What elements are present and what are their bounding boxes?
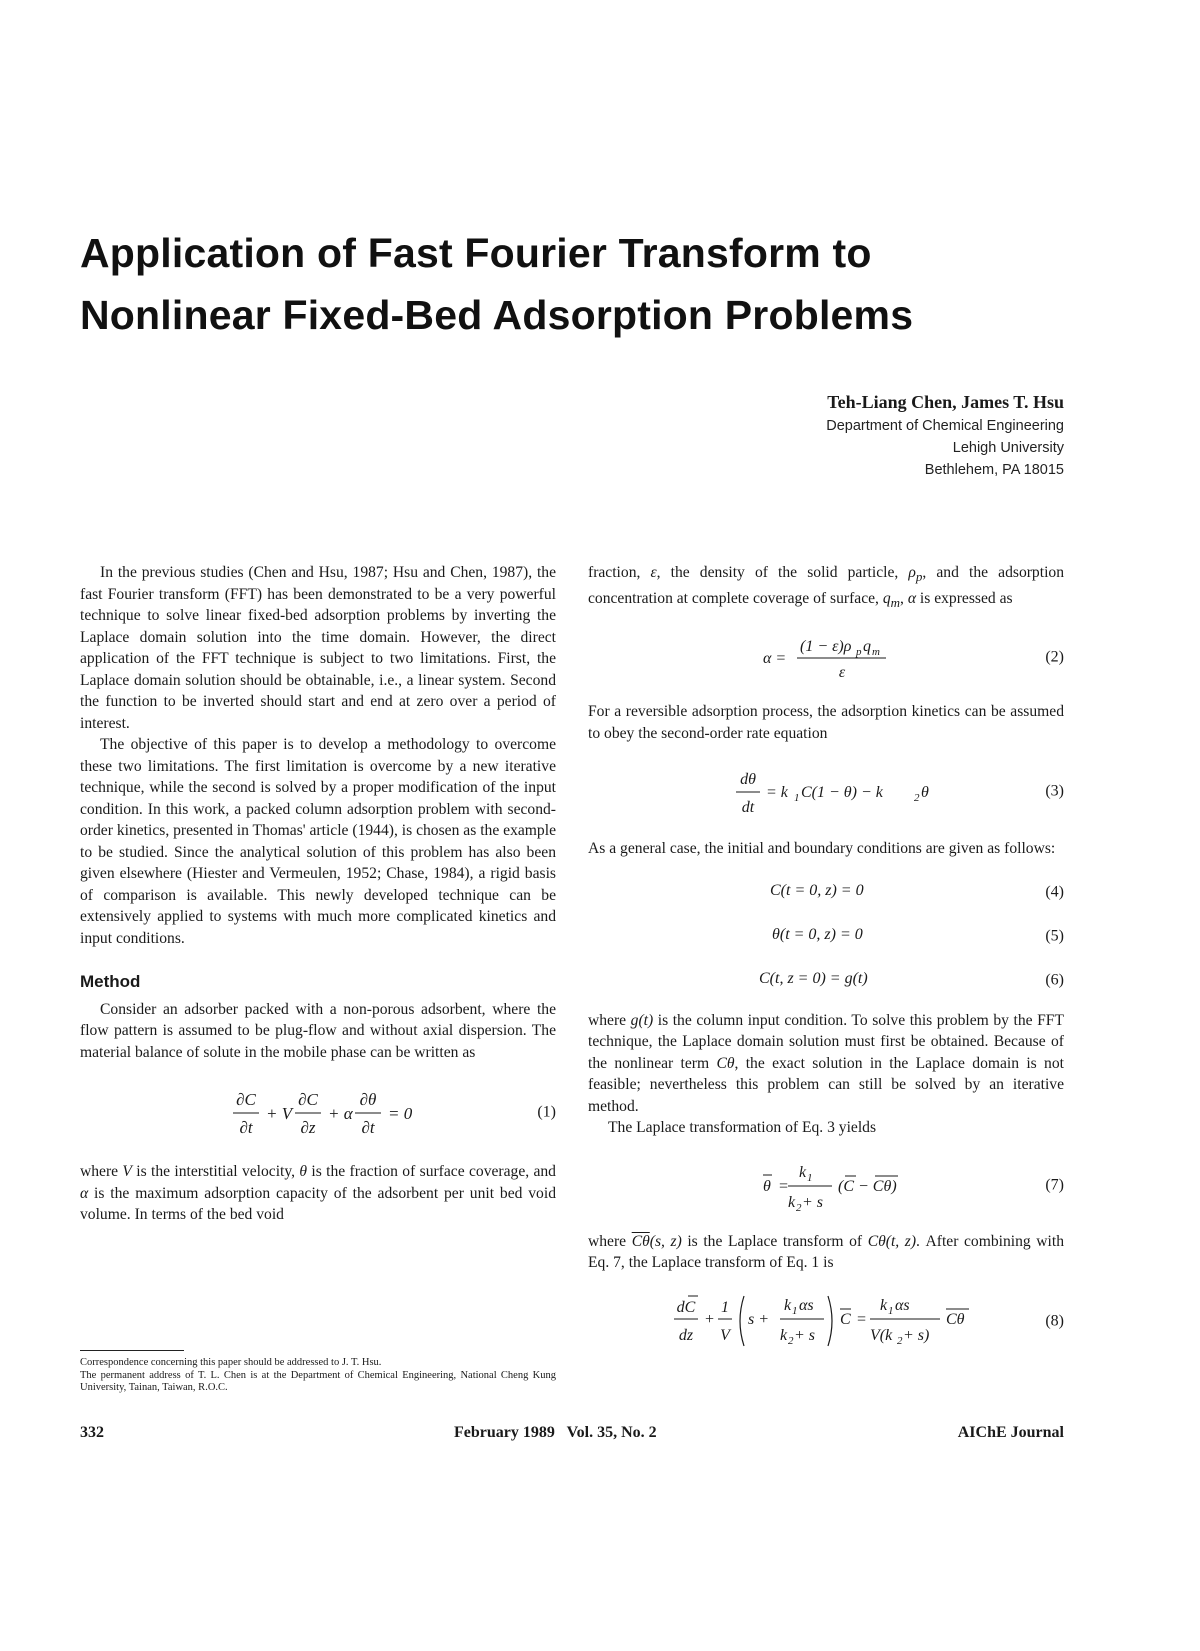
- svg-text:1: 1: [807, 1171, 813, 1184]
- author-location: Bethlehem, PA 18015: [924, 462, 1064, 478]
- equation-4-formula: C(t = 0, z) = 0: [770, 881, 864, 899]
- title-line-2: Nonlinear Fixed-Bed Adsorption Problems: [80, 292, 914, 338]
- svg-text:+: +: [704, 1310, 715, 1328]
- right-paragraph-2: For a reversible adsorption process, the adsorption kinetics can be assumed to obey the second-order rate equation: [588, 703, 1064, 742]
- svg-text:k: k: [799, 1163, 807, 1181]
- page-footer: [80, 1424, 1064, 1448]
- svg-text:s +: s +: [748, 1310, 770, 1328]
- svg-text:2: 2: [914, 792, 920, 805]
- right-paragraph-3: As a general case, the initial and boundary conditions are given as follows:: [588, 840, 1056, 858]
- svg-text:αs: αs: [799, 1296, 814, 1314]
- equation-7-formula: [588, 1151, 1064, 1219]
- title-line-1: Application of Fast Fourier Transform to: [80, 230, 872, 276]
- equation-2-formula: [588, 625, 1064, 689]
- svg-text:q: q: [863, 638, 871, 656]
- equation-8-formula: [588, 1284, 1064, 1358]
- equation-6-number: (6): [1045, 970, 1064, 988]
- svg-text:∂θ: ∂θ: [359, 1090, 377, 1109]
- author-names: Teh-Liang Chen, James T. Hsu: [827, 392, 1064, 412]
- svg-text:∂t: ∂t: [361, 1118, 375, 1137]
- svg-text:=: =: [856, 1310, 867, 1328]
- svg-text:∂t: ∂t: [239, 1118, 253, 1137]
- intro-paragraph-2: The objective of this paper is to develop a methodology to overcome these two limitations. The first limitation is overcome by a new iterative technique, while the second is solved by a proper modification of the input condition. In this work, a packed column adsorption problem with second-order kinetics, presented in Thomas' article (1944), is chosen as the example to be studied. Since the analytical solution of this problem has also been given elsewhere (Hiester and Vermeulen, 1952; Chase, 1984), a rigid basis of comparison is available. This newly developed technique can be extensively applied to systems with much more complicated kinetics and input conditions.: [80, 736, 556, 947]
- svg-text:k: k: [784, 1296, 792, 1314]
- issue-date-volume: February 1989 Vol. 35, No. 2: [454, 1424, 657, 1441]
- svg-text:k: k: [788, 1193, 796, 1211]
- equation-4-number: (4): [1045, 882, 1064, 900]
- footnote: [80, 1350, 556, 1395]
- svg-text:+ V: + V: [266, 1104, 293, 1123]
- right-paragraph-6: where $\overline{C\theta}(s$, z) is the Laplace transform of Cθ(t, z). After combining with Eq. 7, the Laplace transform of Eq. 1 is: [588, 1232, 1065, 1272]
- svg-text:dt: dt: [741, 799, 755, 817]
- svg-text:p: p: [856, 646, 862, 659]
- svg-text:αs: αs: [895, 1296, 910, 1314]
- svg-text:+ s): + s): [903, 1326, 930, 1344]
- svg-text:dθ: dθ: [740, 771, 756, 789]
- svg-text:+ α: + α: [328, 1104, 353, 1123]
- svg-text:∂z: ∂z: [300, 1118, 316, 1137]
- svg-text:V: V: [720, 1326, 730, 1344]
- journal-name: AIChE Journal: [957, 1424, 1064, 1441]
- svg-text:dC: dC: [676, 1298, 696, 1316]
- equation-1-formula: [80, 1075, 556, 1149]
- right-column: [588, 562, 1064, 1370]
- footnote-rule: [80, 1350, 184, 1351]
- svg-text:1: 1: [721, 1298, 729, 1316]
- svg-text:2: 2: [796, 1201, 802, 1214]
- svg-text:(1 − ε)ρ: (1 − ε)ρ: [800, 638, 852, 656]
- equation-5: [588, 918, 1064, 954]
- svg-text:1: 1: [888, 1304, 894, 1317]
- svg-text:1: 1: [792, 1304, 798, 1317]
- author-block: [826, 390, 1064, 481]
- equation-2: [588, 625, 1064, 689]
- right-paragraph-4: where g(t) is the column input condition. To solve this problem by the FFT technique, the Laplace domain solution must first be obtained. Because of the nonlinear term Cθ, the exact solution in the Laplace domain is not feasible; nevertheless this problem can still be solved by an iterative method.: [588, 1011, 1064, 1115]
- equation-2-number: (2): [1045, 648, 1064, 666]
- equation-5-number: (5): [1045, 926, 1064, 944]
- equation-5-formula: θ(t = 0, z) = 0: [772, 925, 863, 943]
- equation-6: [588, 962, 1064, 998]
- svg-text:dz: dz: [678, 1326, 694, 1344]
- equation-1-number: (1): [537, 1103, 556, 1121]
- svg-text:C(1 − θ) − k: C(1 − θ) − k: [801, 784, 883, 802]
- equation-3-formula: [588, 756, 1064, 826]
- equation-8-number: (8): [1045, 1311, 1064, 1329]
- right-paragraph-1: fraction, ε, the density of the solid particle, $\rho_p$, and the adsorption concentration at complete coverage of surface, $q_m$, α is expressed as: [588, 564, 1064, 610]
- svg-text:C: C: [840, 1310, 851, 1328]
- footnote-address: The permanent address of T. L. Chen is at the Department of Chemical Engineering, National Cheng Kung University, Tainan, Taiwan, R.O.C.: [80, 1369, 556, 1393]
- footnote-correspondence: Correspondence concerning this paper should be addressed to J. T. Hsu.: [80, 1357, 382, 1368]
- svg-text:= 0: = 0: [388, 1104, 413, 1123]
- left-column: [80, 562, 556, 1226]
- method-paragraph-1: Consider an adsorber packed with a non-porous adsorbent, where the flow pattern is assumed to be plug-flow and without axial dispersion. The material balance of solute in the mobile phase can be written as: [80, 1000, 556, 1061]
- svg-text:m: m: [872, 646, 880, 659]
- page-number: 332: [80, 1424, 104, 1441]
- equation-4: [588, 874, 1064, 910]
- svg-text:V(k: V(k: [870, 1326, 893, 1344]
- svg-text:k: k: [880, 1296, 888, 1314]
- svg-text:(C − Cθ): (C − Cθ): [838, 1177, 897, 1195]
- svg-text:+ s: + s: [802, 1193, 824, 1211]
- equation-7-number: (7): [1045, 1175, 1064, 1193]
- author-department: Department of Chemical Engineering: [826, 418, 1064, 434]
- svg-text:=: =: [778, 1177, 789, 1195]
- paper-title: [80, 222, 1140, 346]
- equation-3: [588, 756, 1064, 826]
- svg-text:= k: = k: [766, 784, 788, 802]
- section-heading-method: Method: [80, 972, 141, 991]
- svg-text:1: 1: [794, 792, 800, 805]
- svg-text:Cθ: Cθ: [946, 1310, 965, 1328]
- equation-1: [80, 1075, 556, 1149]
- svg-text:∂C: ∂C: [298, 1090, 318, 1109]
- equation-3-number: (3): [1045, 782, 1064, 800]
- method-paragraph-2: where V is the interstitial velocity, θ is the fraction of surface coverage, and α is the maximum adsorption capacity of the adsorbent per unit bed void volume. In terms of the bed void: [80, 1163, 556, 1223]
- equation-6-formula: C(t, z = 0) = g(t): [759, 969, 868, 987]
- equation-7: [588, 1151, 1064, 1219]
- svg-text:ε: ε: [838, 664, 846, 682]
- svg-text:θ: θ: [763, 1177, 771, 1195]
- intro-paragraph-1: In the previous studies (Chen and Hsu, 1987; Hsu and Chen, 1987), the fast Fourier transform (FFT) has been demonstrated to be a very powerful technique to solve linear fixed-bed adsorption problems by inverting the Laplace domain solution into the time domain. However, the direct application of the FFT technique is subject to two limitations. First, the Laplace domain solution should be obtainable, i.e., a linear system. Second the function to be inverted should start and end at zero over a period of interest.: [80, 564, 556, 732]
- equation-8: [588, 1284, 1064, 1358]
- svg-text:2: 2: [897, 1334, 903, 1347]
- author-university: Lehigh University: [952, 440, 1064, 456]
- svg-text:k: k: [780, 1326, 788, 1344]
- right-paragraph-5: The Laplace transformation of Eq. 3 yields: [608, 1119, 877, 1137]
- svg-text:θ: θ: [921, 784, 929, 802]
- svg-text:∂C: ∂C: [236, 1090, 256, 1109]
- svg-text:2: 2: [788, 1334, 794, 1347]
- svg-text:α =: α =: [763, 650, 787, 668]
- svg-text:+ s: + s: [794, 1326, 816, 1344]
